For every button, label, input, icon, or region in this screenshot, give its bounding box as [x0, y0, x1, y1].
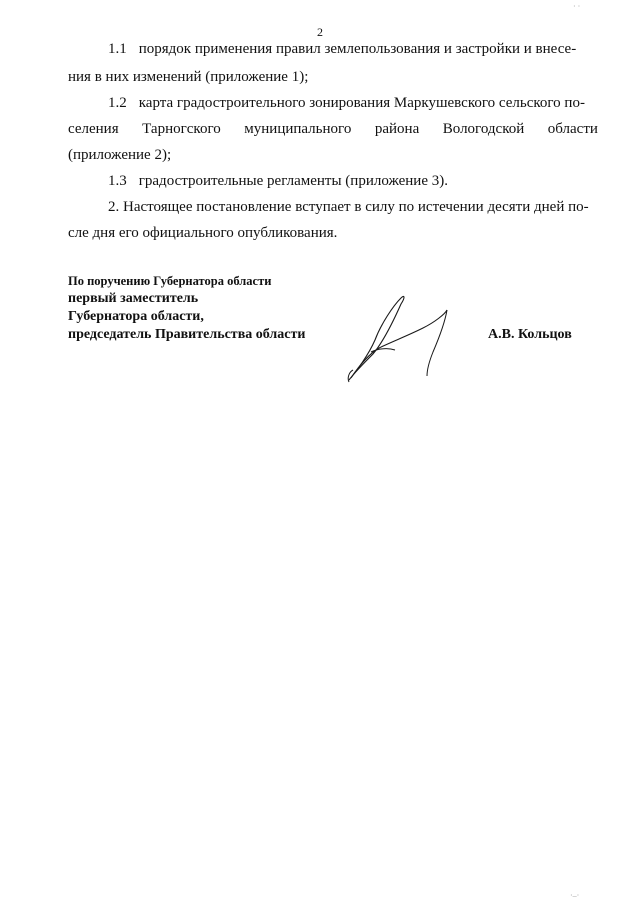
item-1-2-word: Тарногского — [142, 121, 221, 137]
page-number: 2 — [317, 25, 323, 39]
item-1-3-line — [108, 172, 448, 190]
item-1-2-word: Вологодской — [442, 121, 525, 137]
scan-mark: ·–· — [570, 891, 580, 900]
item-1-1-first-line — [108, 40, 576, 58]
item-1-2-third-line: (приложение 2); — [68, 147, 172, 163]
item-2-second-line: сле дня его официального опубликования. — [68, 225, 338, 241]
item-1-1-number: 1.1 — [108, 41, 127, 57]
item-1-2-word: селения — [68, 121, 119, 137]
position-line-1: первый заместитель — [68, 291, 199, 306]
item-1-2-word: области — [547, 121, 598, 137]
item-1-2-word: района — [374, 121, 420, 137]
item-1-2-text: карта градостроительного зонирования Маркушевского сельского по- — [138, 95, 585, 111]
scan-mark: · · — [573, 2, 581, 11]
item-1-2-first-line — [108, 94, 585, 112]
item-1-2-number: 1.2 — [108, 95, 127, 111]
item-1-1-text: порядок применения правил землепользования и застройки и внесе- — [138, 41, 577, 57]
signatory-name: А.В. Кольцов — [488, 327, 572, 342]
item-1-3-number: 1.3 — [108, 173, 127, 189]
item-1-1-second-line: ния в них изменений (приложение 1); — [68, 69, 309, 85]
item-1-2-second-line — [68, 120, 598, 138]
item-2-first-line: 2. Настоящее постановление вступает в силу по истечении десяти дней по- — [108, 199, 589, 215]
item-1-3-text: градостроительные регламенты (приложение 3). — [138, 173, 448, 189]
item-1-2-word: муниципального — [244, 121, 352, 137]
on-behalf-line: По поручению Губернатора области — [68, 274, 272, 288]
position-line-3: председатель Правительства области — [68, 327, 306, 342]
handwritten-signature — [335, 292, 465, 387]
position-line-2: Губернатора области, — [68, 309, 204, 324]
